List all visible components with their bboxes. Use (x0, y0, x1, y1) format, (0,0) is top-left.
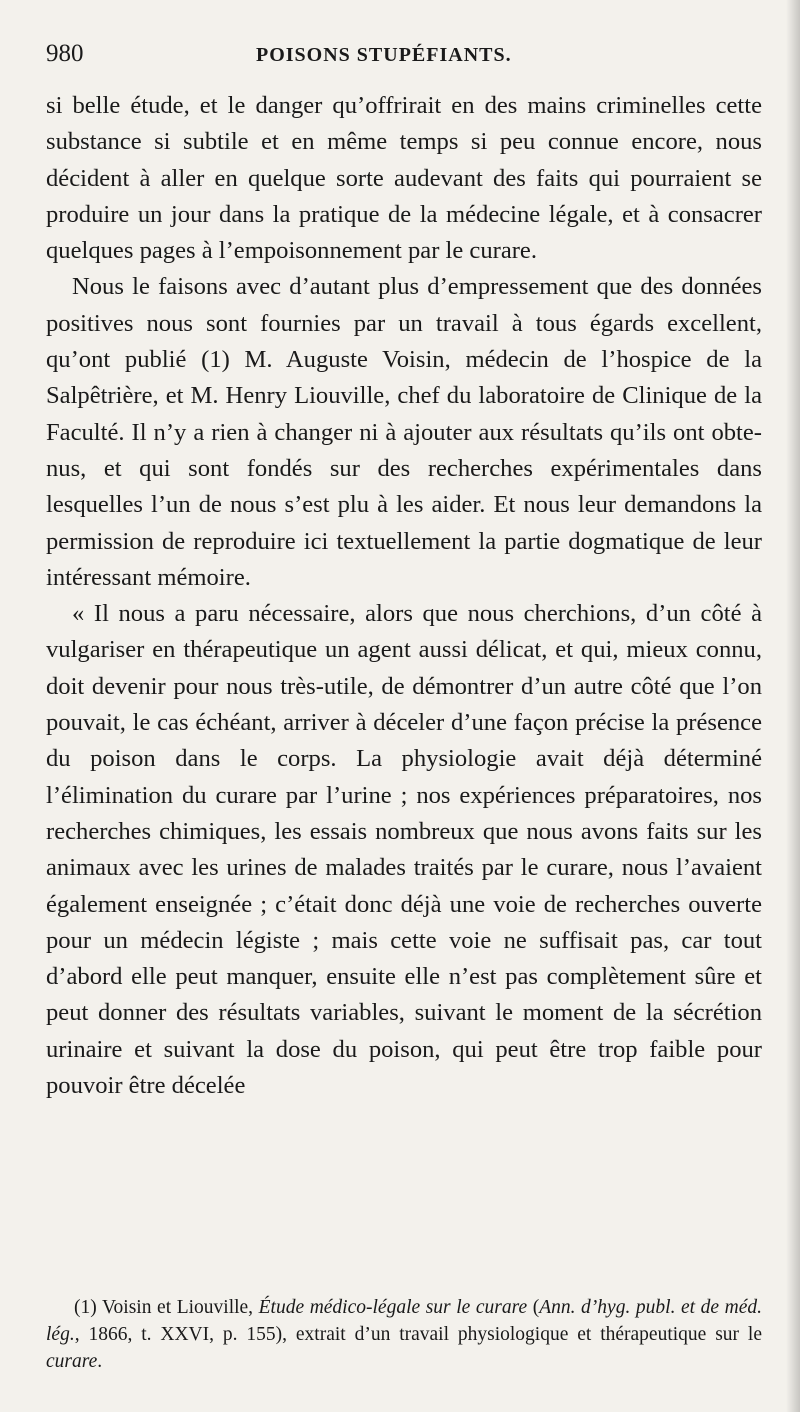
footnote-journal-open: ( (532, 1297, 540, 1318)
running-head: POISONS STUPÉFIANTS. (256, 44, 512, 66)
footnote-authors: Voisin et Liouville, (101, 1297, 254, 1318)
page-number: 980 (46, 40, 84, 67)
page-edge-shadow (786, 0, 800, 1412)
paragraph-3: « Il nous a paru nécessaire, alors que nous cherchions, d’un côté à vulgariser en thérapeutique un agent aussi délicat, et qui, mieux connu, doit devenir pour nous très-utile, de démontrer d’un autre côté que l’on pouvait, le cas échéant, arriver à déceler d’une façon précise la présence du poison dans le corps. La physiologie avait déjà déterminé l’élimination du curare par l’urine ; nos expériences préparatoires, nos recherches chimiques, les essais nombreux que nous avons faits sur les animaux avec les urines de malades traités par le curare, nous l’avaient également enseignée ; c’était donc déjà une voie de recherches ouverte pour un médecin légiste ; mais cette voie ne suffisait pas, car tout d’abord elle peut manquer, ensuite elle n’est pas complètement sûre et peut donner des résultats variables, suivant le moment de la sécrétion urinaire et suivant la dose du poison, qui peut être trop faible pour pouvoir être décelée (46, 600, 762, 1100)
page-header (46, 40, 762, 82)
footnote-title: Étude médico-légale sur le curare (258, 1297, 528, 1318)
footnote-end: . (97, 1351, 103, 1372)
footnote-details: , 1866, t. XXVI, p. 155), extrait d’un travail physiologique et thérapeutique sur le (74, 1324, 762, 1345)
paragraph-2: Nous le faisons avec d’autant plus d’empressement que des données positives nous sont fournies par un travail à tous égards excellent, qu’ont publié (1) M. Auguste Voisin, médecin de l’hospice de la Salpêtrière, et M. Henry Liouville, chef du laboratoire de Clinique de la Faculté. Il n’y a rien à changer ni à ajouter aux résultats qu’ils ont obtenus, et qui sont fondés sur des recherches expérimentales dans lesquelles l’un de nous s’est plu à les aider. Et nous leur demandons la permission de reproduire ici textuellement la partie dogmatique de leur intéressant mémoire. (46, 273, 762, 591)
paragraph-1: si belle étude, et le danger qu’offrirait en des mains criminelles cette substance si subtile et en même temps si peu connue encore, nous décident à aller en quelque sorte audevant des faits qui pourraient se produire un jour dans la pratique de la médecine légale, et à consacrer quelques pages à l’empoisonnement par le curare. (46, 92, 762, 265)
body-text (46, 88, 762, 1104)
footnote-journal: Ann. d’hyg. publ. et de méd. lég. (46, 1297, 763, 1345)
footnote-marker: (1) (74, 1297, 97, 1318)
footnote-text (46, 1294, 762, 1375)
footnote (46, 1294, 762, 1375)
footnote-curare: curare (46, 1351, 98, 1372)
